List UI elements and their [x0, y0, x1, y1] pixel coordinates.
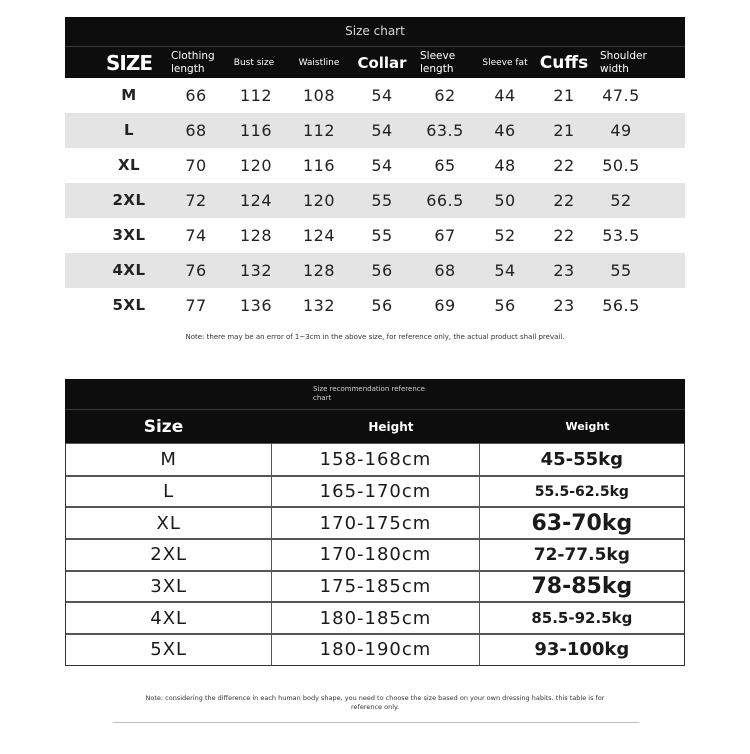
cell-sleeve-fat: 46 [494, 121, 516, 140]
cell-cuffs: 22 [553, 156, 575, 175]
header-height: Height [368, 419, 414, 434]
cell-waistline: 116 [302, 156, 336, 175]
cell-sleeve-fat: 56 [494, 296, 516, 315]
cell-height: 175-185cm [272, 572, 479, 602]
cell-collar: 54 [371, 156, 393, 175]
recommendation-note: Note: considering the difference in each human body shape, you need to choose the size based on your own dressing habits. this table is for reference only. [145, 694, 605, 711]
cell-bust-size: 132 [239, 261, 273, 280]
cell-clothing-length: 72 [185, 191, 207, 210]
cell-sleeve-length: 67 [434, 226, 456, 245]
cell-sleeve-length: 65 [434, 156, 456, 175]
cell-shoulder-width: 49 [610, 121, 632, 140]
size-chart-header-row [65, 46, 685, 78]
header-bust-size: Bust size [233, 57, 275, 68]
cell-sleeve-length: 69 [434, 296, 456, 315]
cell-shoulder-width: 55 [610, 261, 632, 280]
cell-collar: 56 [371, 296, 393, 315]
header-size: Size [143, 416, 184, 437]
table-row [66, 443, 684, 475]
cell-height: 180-185cm [272, 603, 479, 633]
cell-size: L [66, 477, 272, 507]
cell-clothing-length: 74 [185, 226, 207, 245]
table-row [65, 148, 685, 183]
cell-size: 3XL [66, 572, 272, 602]
cell-size: 2XL [112, 191, 146, 209]
cell-cuffs: 22 [553, 226, 575, 245]
header-shoulder-width: Shoulder width [600, 49, 647, 75]
cell-cuffs: 21 [553, 121, 575, 140]
header-waistline: Waistline [298, 57, 340, 68]
table-row [66, 475, 684, 507]
cell-shoulder-width: 52 [610, 191, 632, 210]
table-row [65, 253, 685, 288]
cell-waistline: 124 [302, 226, 336, 245]
cell-sleeve-length: 62 [434, 86, 456, 105]
cell-collar: 55 [371, 191, 393, 210]
cell-height: 170-175cm [272, 508, 479, 538]
cell-size: 4XL [112, 261, 146, 279]
cell-sleeve-fat: 52 [494, 226, 516, 245]
cell-bust-size: 120 [239, 156, 273, 175]
table-row [66, 506, 684, 538]
cell-sleeve-fat: 54 [494, 261, 516, 280]
cell-sleeve-length: 66.5 [426, 191, 464, 210]
cell-waistline: 128 [302, 261, 336, 280]
cell-waistline: 108 [302, 86, 336, 105]
cell-clothing-length: 76 [185, 261, 207, 280]
cell-height: 158-168cm [272, 444, 479, 475]
cell-bust-size: 128 [239, 226, 273, 245]
cell-cuffs: 21 [553, 86, 575, 105]
header-clothing-length: Clothing length [171, 49, 215, 75]
cell-bust-size: 116 [239, 121, 273, 140]
cell-height: 180-190cm [272, 635, 479, 665]
cell-sleeve-fat: 44 [494, 86, 516, 105]
cell-collar: 54 [371, 121, 393, 140]
cell-cuffs: 23 [553, 296, 575, 315]
cell-waistline: 132 [302, 296, 336, 315]
cell-shoulder-width: 56.5 [602, 296, 640, 315]
cell-weight: 45-55kg [540, 448, 624, 470]
cell-sleeve-length: 68 [434, 261, 456, 280]
cell-shoulder-width: 53.5 [602, 226, 640, 245]
header-size: SIZE [105, 50, 152, 75]
cell-height: 165-170cm [272, 477, 479, 507]
cell-bust-size: 136 [239, 296, 273, 315]
table-row [66, 633, 684, 665]
cell-weight: 63-70kg [531, 510, 633, 536]
cell-sleeve-fat: 48 [494, 156, 516, 175]
cell-size: 3XL [112, 226, 146, 244]
cell-weight: 85.5-92.5kg [531, 609, 633, 628]
table-row [66, 601, 684, 633]
cell-shoulder-width: 47.5 [602, 86, 640, 105]
cell-cuffs: 23 [553, 261, 575, 280]
header-sleeve-fat: Sleeve fat [482, 57, 528, 68]
cell-size: L [123, 121, 135, 139]
cell-height: 170-180cm [272, 540, 479, 570]
table-row [66, 570, 684, 602]
header-collar: Collar [357, 53, 407, 72]
cell-weight: 93-100kg [534, 639, 630, 661]
cell-weight: 78-85kg [531, 574, 633, 600]
cell-size: M [66, 444, 272, 475]
cell-shoulder-width: 50.5 [602, 156, 640, 175]
cell-collar: 55 [371, 226, 393, 245]
table-row [65, 113, 685, 148]
size-chart-table [65, 17, 685, 323]
cell-waistline: 120 [302, 191, 336, 210]
table-row [65, 183, 685, 218]
recommendation-title-bar [65, 379, 685, 409]
header-weight: Weight [565, 420, 610, 433]
size-recommendation-table [65, 379, 685, 666]
header-cuffs: Cuffs [539, 52, 589, 73]
cell-size: XL [117, 156, 141, 174]
cell-size: 5XL [66, 635, 272, 665]
cell-size: M [121, 86, 137, 104]
cell-clothing-length: 77 [185, 296, 207, 315]
recommendation-body [65, 443, 685, 666]
cell-size: XL [66, 508, 272, 538]
size-chart-body [65, 78, 685, 323]
table-row [65, 288, 685, 323]
cell-clothing-length: 66 [185, 86, 207, 105]
cell-bust-size: 112 [239, 86, 273, 105]
cell-size: 2XL [66, 540, 272, 570]
table-row [66, 538, 684, 570]
size-chart-title: Size chart [65, 17, 685, 46]
cell-size: 5XL [112, 296, 146, 314]
cell-size: 4XL [66, 603, 272, 633]
cell-cuffs: 22 [553, 191, 575, 210]
recommendation-title: Size recommendation reference chart [313, 385, 425, 402]
cell-clothing-length: 70 [185, 156, 207, 175]
cell-clothing-length: 68 [185, 121, 207, 140]
header-sleeve-length: Sleeve length [420, 49, 456, 75]
cell-collar: 54 [371, 86, 393, 105]
cell-sleeve-length: 63.5 [426, 121, 464, 140]
cell-weight: 55.5-62.5kg [534, 483, 629, 500]
table-row [65, 78, 685, 113]
size-chart-note: Note: there may be an error of 1~3cm in the above size, for reference only, the actual product shall prevail. [185, 333, 565, 341]
table-row [65, 218, 685, 253]
cell-bust-size: 124 [239, 191, 273, 210]
cell-weight: 72-77.5kg [533, 544, 630, 565]
bottom-divider [113, 722, 639, 723]
cell-collar: 56 [371, 261, 393, 280]
cell-sleeve-fat: 50 [494, 191, 516, 210]
recommendation-header-row [65, 409, 685, 443]
cell-waistline: 112 [302, 121, 336, 140]
